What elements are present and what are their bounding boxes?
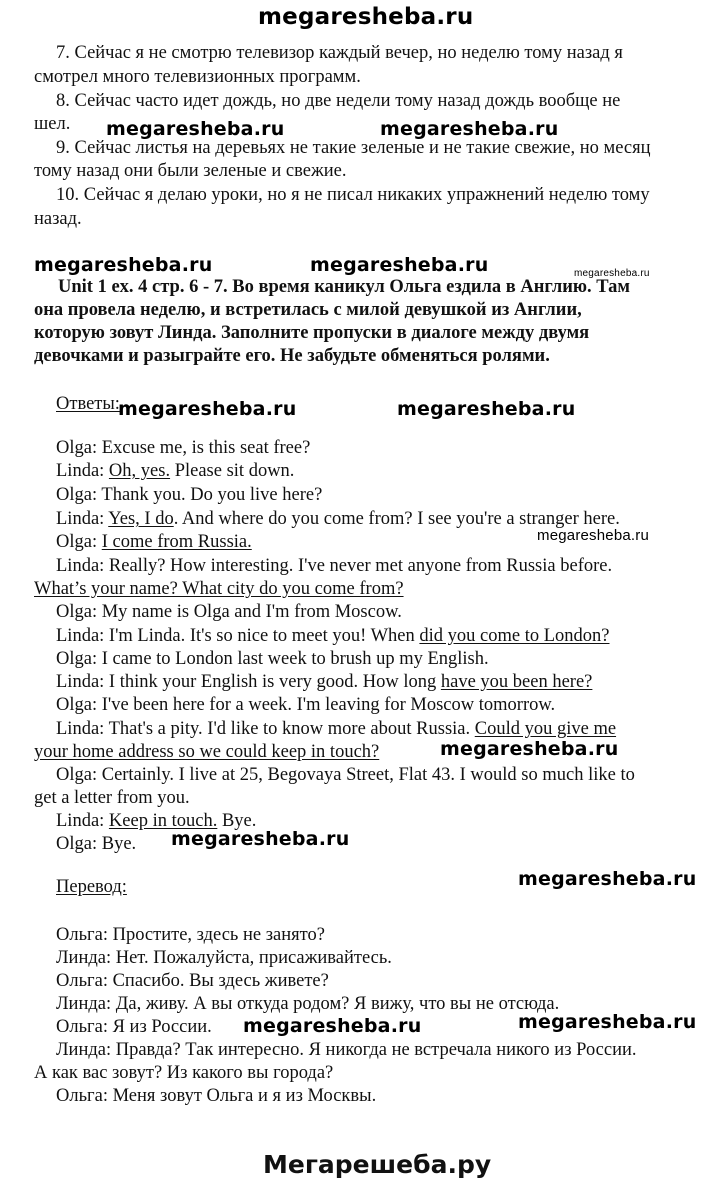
exercise-line: 7. Сейчас я не смотрю телевизор каждый вечер, но неделю тому назад я	[56, 43, 623, 63]
answers-label: Ответы:	[56, 394, 120, 414]
exercise-line: шел.	[34, 114, 71, 134]
task-heading-line: Unit 1 ex. 4 стр. 6 - 7. Во время каникул Ольга ездила в Англию. Там	[58, 277, 631, 297]
dialogue-line: Linda: Keep in touch. Bye.	[56, 811, 257, 831]
dialogue-line: your home address so we could keep in touch?	[34, 742, 380, 762]
dialogue-line: Olga: Excuse me, is this seat free?	[56, 438, 311, 458]
watermark: megaresheba.ru	[310, 254, 489, 276]
watermark-small: megaresheba.ru	[574, 268, 650, 279]
dialogue-line: Olga: My name is Olga and I'm from Moscow.	[56, 602, 402, 622]
translation-line: Линда: Нет. Пожалуйста, присаживайтесь.	[56, 948, 392, 968]
dialogue-line: Linda: Really? How interesting. I've never met anyone from Russia before.	[56, 556, 613, 576]
dialogue-line: What’s your name? What city do you come from?	[34, 579, 404, 599]
dialogue-line: Linda: I'm Linda. It's so nice to meet you! When did you come to London?	[56, 626, 610, 646]
task-heading-line: которую зовут Линда. Заполните пропуски в диалоге между двумя	[34, 323, 590, 343]
exercise-line: смотрел много телевизионных программ.	[34, 67, 361, 87]
watermark: megaresheba.ru	[518, 1011, 697, 1033]
task-heading-line: девочками и разыграйте его. Не забудьте обменяться ролями.	[34, 346, 550, 366]
translation-line: Линда: Да, живу. А вы откуда родом? Я вижу, что вы не отсюда.	[56, 994, 560, 1014]
translation-line: Ольга: Простите, здесь не занято?	[56, 925, 325, 945]
watermark: megaresheba.ru	[440, 738, 619, 760]
dialogue-line: Olga: Bye.	[56, 834, 137, 854]
watermark: megaresheba.ru	[397, 398, 576, 420]
dialogue-line: Olga: I've been here for a week. I'm leaving for Moscow tomorrow.	[56, 695, 556, 715]
exercise-line: 9. Сейчас листья на деревьях не такие зеленые и не такие свежие, но месяц	[56, 138, 651, 158]
watermark-small: megaresheba.ru	[537, 527, 650, 544]
exercise-line: 10. Сейчас я делаю уроки, но я не писал никаких упражнений неделю тому	[56, 185, 650, 205]
translation-line: А как вас зовут? Из какого вы города?	[34, 1063, 334, 1083]
task-heading-line: она провела неделю, и встретилась с милой девушкой из Англии,	[34, 300, 582, 320]
watermark: megaresheba.ru	[243, 1015, 422, 1037]
translation-line: Линда: Правда? Так интересно. Я никогда не встречала никого из России.	[56, 1040, 637, 1060]
dialogue-line: Olga: Thank you. Do you live here?	[56, 485, 323, 505]
exercise-line: назад.	[34, 209, 82, 229]
watermark: megaresheba.ru	[118, 398, 297, 420]
dialogue-line: Linda: Oh, yes. Please sit down.	[56, 461, 295, 481]
dialogue-line: Linda: Yes, I do. And where do you come from? I see you're a stranger here.	[56, 509, 620, 529]
watermark: megaresheba.ru	[171, 828, 350, 850]
exercise-line: тому назад они были зеленые и свежие.	[34, 161, 347, 181]
translation-line: Ольга: Я из России.	[56, 1017, 212, 1037]
dialogue-line: Linda: I think your English is very good. How long have you been here?	[56, 672, 593, 692]
dialogue-line: Linda: That's a pity. I'd like to know more about Russia. Could you give me	[56, 719, 617, 739]
translation-line: Ольга: Меня зовут Ольга и я из Москвы.	[56, 1086, 377, 1106]
watermark: megaresheba.ru	[34, 254, 213, 276]
watermark: megaresheba.ru	[380, 118, 559, 140]
dialogue-line: Olga: I came to London last week to brush up my English.	[56, 649, 489, 669]
translation-label: Перевод:	[56, 877, 127, 897]
header-watermark: megaresheba.ru	[258, 4, 474, 30]
exercise-line: 8. Сейчас часто идет дождь, но две недели тому назад дождь вообще не	[56, 91, 621, 111]
footer-brand: Мегарешеба.ру	[263, 1150, 492, 1179]
watermark: megaresheba.ru	[518, 868, 697, 890]
dialogue-line: get a letter from you.	[34, 788, 190, 808]
translation-line: Ольга: Спасибо. Вы здесь живете?	[56, 971, 329, 991]
watermark: megaresheba.ru	[106, 118, 285, 140]
dialogue-line: Olga: I come from Russia.	[56, 532, 252, 552]
dialogue-line: Olga: Certainly. I live at 25, Begovaya Street, Flat 43. I would so much like to	[56, 765, 635, 785]
